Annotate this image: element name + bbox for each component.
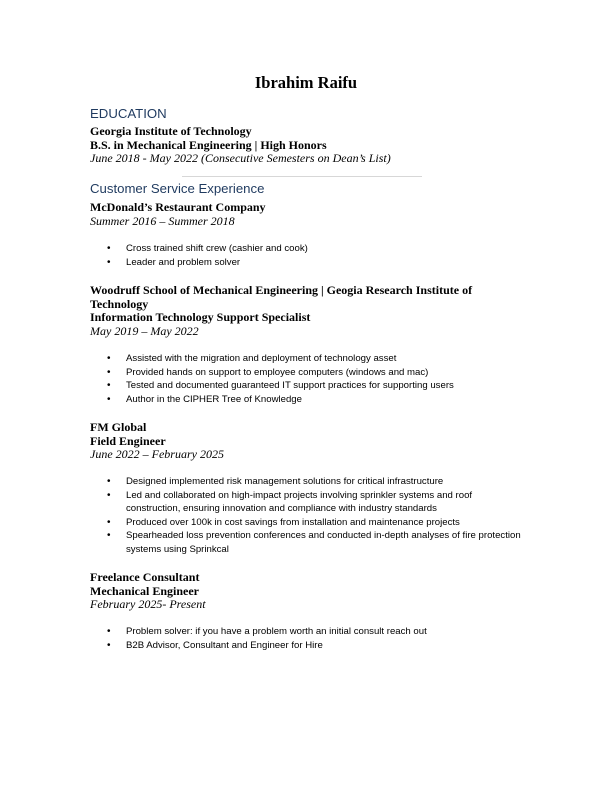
job-title: Field Engineer [90,433,166,448]
list-item: • B2B Advisor, Consultant and Engineer for Hire [90,639,522,653]
section-divider [182,176,422,177]
job-dates: June 2022 – February 2025 [90,447,224,461]
job-organization: Freelance Consultant [90,570,200,584]
education-dates: June 2018 - May 2022 (Consecutive Semesters on Dean’s List) [90,151,391,165]
job-dates: Summer 2016 – Summer 2018 [90,213,235,228]
list-item: • Spearheaded loss prevention conferences and conducted in-depth analyses of fire protection systems using Sprinkcal [90,529,522,556]
list-item: • Cross trained shift crew (cashier and cook) [90,242,522,256]
experience-heading: Customer Service Experience [90,181,265,196]
job-bullets-freelance [90,625,522,652]
job-title: Information Technology Support Specialist [90,310,311,324]
job-entry-mcdonalds [90,201,522,228]
job-entry-freelance [90,571,522,612]
list-item: • Leader and problem solver [90,256,522,270]
candidate-name: Ibrahim Raifu [254,73,358,92]
job-entry-fm-global [90,421,522,462]
education-heading: EDUCATION [90,106,167,121]
education-entry [90,125,522,166]
list-item: • Produced over 100k in cost savings from installation and maintenance projects [90,516,522,530]
job-bullets-woodruff [90,352,522,406]
list-item: • Provided hands on support to employee computers (windows and mac) [90,366,522,380]
job-dates: May 2019 – May 2022 [90,323,199,338]
list-item: • Author in the CIPHER Tree of Knowledge [90,393,522,407]
job-bullets-mcdonalds [90,242,522,269]
job-dates: February 2025- Present [90,597,206,611]
list-item: • Designed implemented risk management solutions for critical infrastructure [90,475,522,489]
list-item: • Led and collaborated on high-impact projects involving sprinkler systems and roof construction, ensuring innovation and compliance with industry standards [90,489,522,516]
list-item: • Assisted with the migration and deployment of technology asset [90,352,522,366]
list-item: • Problem solver: if you have a problem worth an initial consult reach out [90,625,522,639]
job-organization-line1: Woodruff School of Mechanical Engineering | Geogia Research Institute of [90,283,473,297]
job-title: Mechanical Engineer [90,583,199,598]
list-item: • Tested and documented guaranteed IT support practices for supporting users [90,379,522,393]
degree: B.S. in Mechanical Engineering | High Honors [90,137,327,152]
job-bullets-fm-global [90,475,522,557]
school-name: Georgia Institute of Technology [90,124,252,138]
job-organization-line2: Technology [90,296,149,311]
job-organization: McDonald’s Restaurant Company [90,200,266,214]
job-organization: FM Global [90,420,147,434]
job-entry-woodruff [90,284,522,338]
